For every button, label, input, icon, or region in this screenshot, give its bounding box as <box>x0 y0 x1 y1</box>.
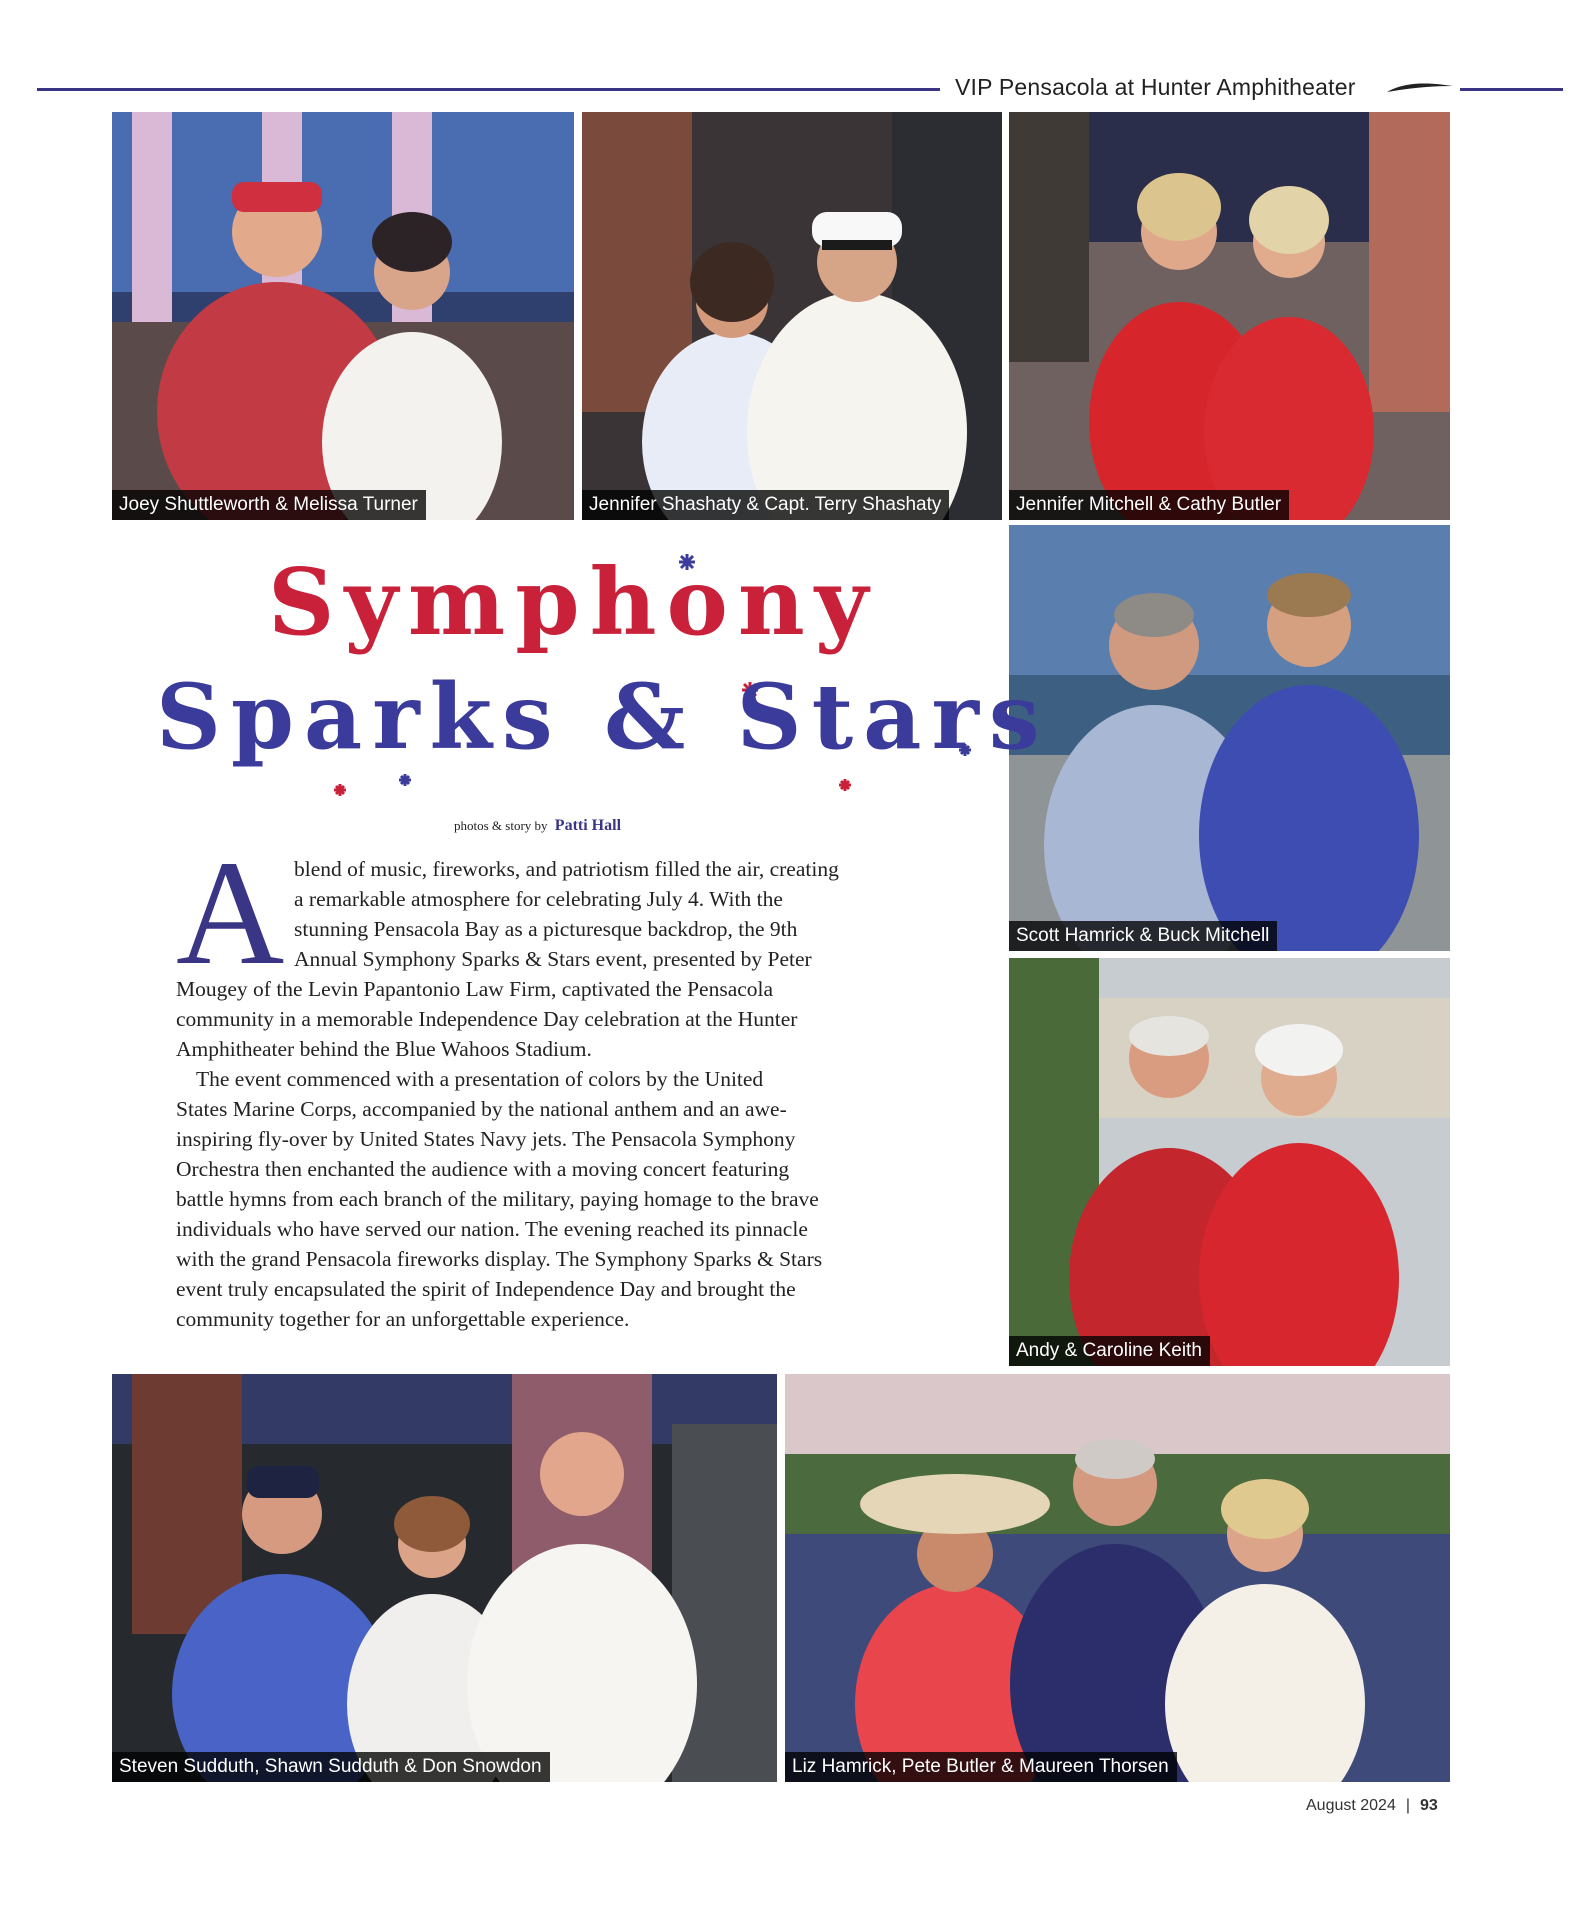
drop-cap: A <box>176 830 285 996</box>
text-line: Mougey of the Levin Papantonio Law Firm, captivated the Pensacola <box>176 977 774 1001</box>
text-line: States Marine Corps, accompanied by the national anthem and an awe- <box>176 1097 787 1121</box>
photo-image <box>1009 112 1450 520</box>
text-line: inspiring fly-over by United States Navy jets. The Pensacola Symphony <box>176 1127 796 1151</box>
photo-joey-melissa <box>112 112 574 520</box>
photo-image <box>785 1374 1450 1782</box>
text-line: stunning Pensacola Bay as a picturesque backdrop, the 9th <box>294 917 798 941</box>
photo-image <box>112 112 574 520</box>
photo-caption: Jennifer Mitchell & Cathy Butler <box>1009 490 1289 520</box>
text-line: Annual Symphony Sparks & Stars event, presented by Peter <box>294 947 812 971</box>
text-line: Orchestra then enchanted the audience with a moving concert featuring <box>176 1157 790 1181</box>
text-line: blend of music, fireworks, and patriotism filled the air, creating <box>294 857 839 881</box>
photo-caption: Scott Hamrick & Buck Mitchell <box>1009 921 1277 951</box>
header-rule-right <box>1460 88 1563 91</box>
photo-mitchell-butler <box>1009 112 1450 520</box>
photo-hamrick-mitchell <box>1009 525 1450 951</box>
header-rule-left <box>37 88 940 91</box>
text-line: Amphitheater behind the Blue Wahoos Stadium. <box>176 1037 592 1061</box>
footer-separator: | <box>1405 1797 1411 1814</box>
section-title: VIP Pensacola at Hunter Amphitheater <box>955 74 1356 100</box>
photo-shashaty <box>582 112 1002 520</box>
byline <box>454 817 621 835</box>
page-number: 93 <box>1420 1797 1438 1814</box>
author-name: Patti Hall <box>554 817 622 834</box>
page-footer <box>1306 1797 1438 1815</box>
text-line: The event commenced with a presentation of colors by the United <box>196 1067 764 1091</box>
photo-caption: Joey Shuttleworth & Melissa Turner <box>112 490 426 520</box>
text-line: community in a memorable Independence Day celebration at the Hunter <box>176 1007 798 1031</box>
photo-image <box>582 112 1002 520</box>
photo-image <box>1009 958 1450 1366</box>
article-title-line1: Symphony <box>268 548 879 656</box>
text-line: battle hymns from each branch of the military, paying homage to the brave <box>176 1187 819 1211</box>
text-line: a remarkable atmosphere for celebrating July 4. With the <box>294 887 783 911</box>
photo-caption: Andy & Caroline Keith <box>1009 1336 1210 1366</box>
byline-prefix: photos & story by <box>454 818 548 833</box>
photo-caption: Liz Hamrick, Pete Butler & Maureen Thorsen <box>785 1752 1177 1782</box>
photo-keith <box>1009 958 1450 1366</box>
text-line: with the grand Pensacola fireworks display. The Symphony Sparks & Stars <box>176 1247 823 1271</box>
article-title-line2: Sparks & Stars <box>156 664 1050 770</box>
photo-image <box>1009 525 1450 951</box>
photo-image <box>112 1374 777 1782</box>
photo-caption: Steven Sudduth, Shawn Sudduth & Don Snowdon <box>112 1752 550 1782</box>
text-line: community together for an unforgettable experience. <box>176 1307 630 1331</box>
swoosh-ornament <box>1385 80 1455 96</box>
photo-caption: Jennifer Shashaty & Capt. Terry Shashaty <box>582 490 949 520</box>
photo-hamrick-butler-thorsen <box>785 1374 1450 1782</box>
text-line: event truly encapsulated the spirit of Independence Day and brought the <box>176 1277 796 1301</box>
text-line: individuals who have served our nation. The evening reached its pinnacle <box>176 1217 808 1241</box>
photo-sudduth-snowdon <box>112 1374 777 1782</box>
issue-date: August 2024 <box>1306 1797 1396 1814</box>
